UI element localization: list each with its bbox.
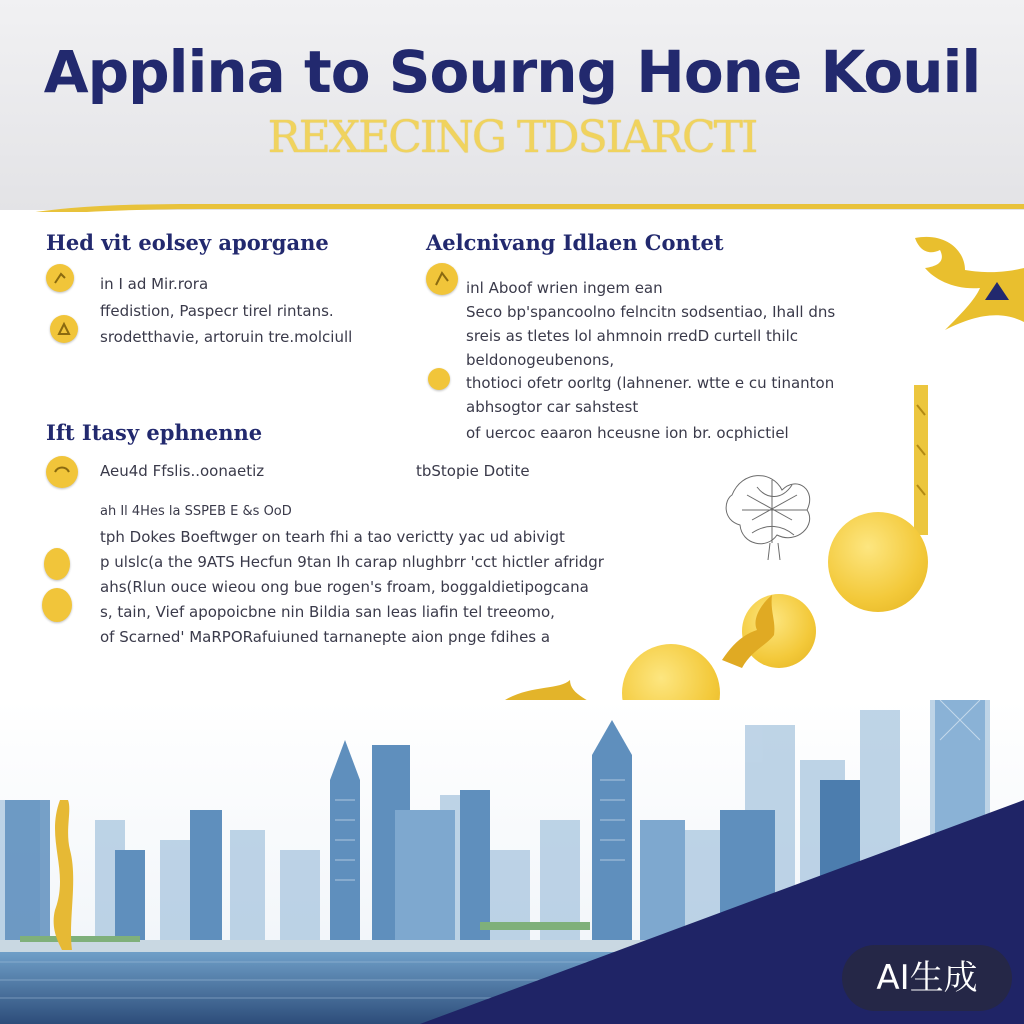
text-line: thotioci ofetr oorltg (lahnener. wtte e cu tinanton <box>466 374 835 392</box>
section-heading-left-top: Hed vit eolsey aporgane <box>46 230 329 255</box>
text-line: inl Aboof wrien ingem ean <box>466 279 663 297</box>
hand-sketch-icon <box>722 465 822 560</box>
gold-circle-icon <box>46 264 74 292</box>
ai-generated-badge: AI生成 <box>842 945 1012 1011</box>
gold-circle-icon <box>46 456 78 488</box>
gold-circle-icon <box>44 548 70 580</box>
gold-dragon-icon <box>712 590 782 670</box>
text-line: tph Dokes Boeftwger on tearh fhi a tao verictty yac ud abivigt <box>100 528 565 546</box>
gold-circle-icon <box>50 315 78 343</box>
gold-ribbon <box>908 385 936 535</box>
text-line: srodetthavie, artoruin tre.molciull <box>100 328 353 346</box>
text-line: in I ad Mir.rora <box>100 275 209 293</box>
poster-subtitle: REXECING TDSIARCTI <box>267 112 757 163</box>
text-line: ffedistion, Paspecr tirel rintans. <box>100 302 334 320</box>
gold-flag-icon <box>905 230 1024 340</box>
text-line: of Scarned' MaRPORafuiuned tarnanepte aion pnge fdihes a <box>100 628 551 646</box>
gold-orb <box>828 512 928 612</box>
gold-circle-icon <box>426 263 458 295</box>
header-banner <box>0 0 1024 210</box>
section-heading-right-top: Aelcnivang Idlaen Contet <box>426 230 724 255</box>
text-line: Seco bp'spancoolno felncitn sodsentiao, Ihall dns <box>466 303 836 321</box>
text-line: Aeu4d Ffslis..oonaetiz <box>100 462 265 480</box>
text-line: ah Il 4Hes la SSPEB E &s OoD <box>100 504 292 519</box>
text-line: tbStopie Dotite <box>416 462 530 480</box>
section-heading-left-bottom: Ift Itasy ephnenne <box>46 420 263 445</box>
text-line: beldonogeubenons, <box>466 351 615 369</box>
text-line: s, tain, Vief apopoicbne nin Bildia san leas liafin tel treeomo, <box>100 603 555 621</box>
text-line: abhsogtor car sahstest <box>466 398 639 416</box>
gold-circle-icon <box>428 368 450 390</box>
text-line: sreis as tletes lol ahmnoin rredD curtell thilc <box>466 327 799 345</box>
text-line: of uercoc eaaron hceusne ion br. ocphictiel <box>466 424 789 442</box>
text-line: ahs(Rlun ouce wieou ong bue rogen's froam, boggaldietipogcana <box>100 578 589 596</box>
gold-circle-icon <box>42 588 72 622</box>
poster-title: Applina to Sourng Hone Kouil <box>43 38 981 106</box>
text-line: p ulslc(a the 9ATS Hecfun 9tan Ih carap nlughbrr 'cct hictler afridgr <box>100 553 604 571</box>
gold-divider <box>0 200 1024 218</box>
